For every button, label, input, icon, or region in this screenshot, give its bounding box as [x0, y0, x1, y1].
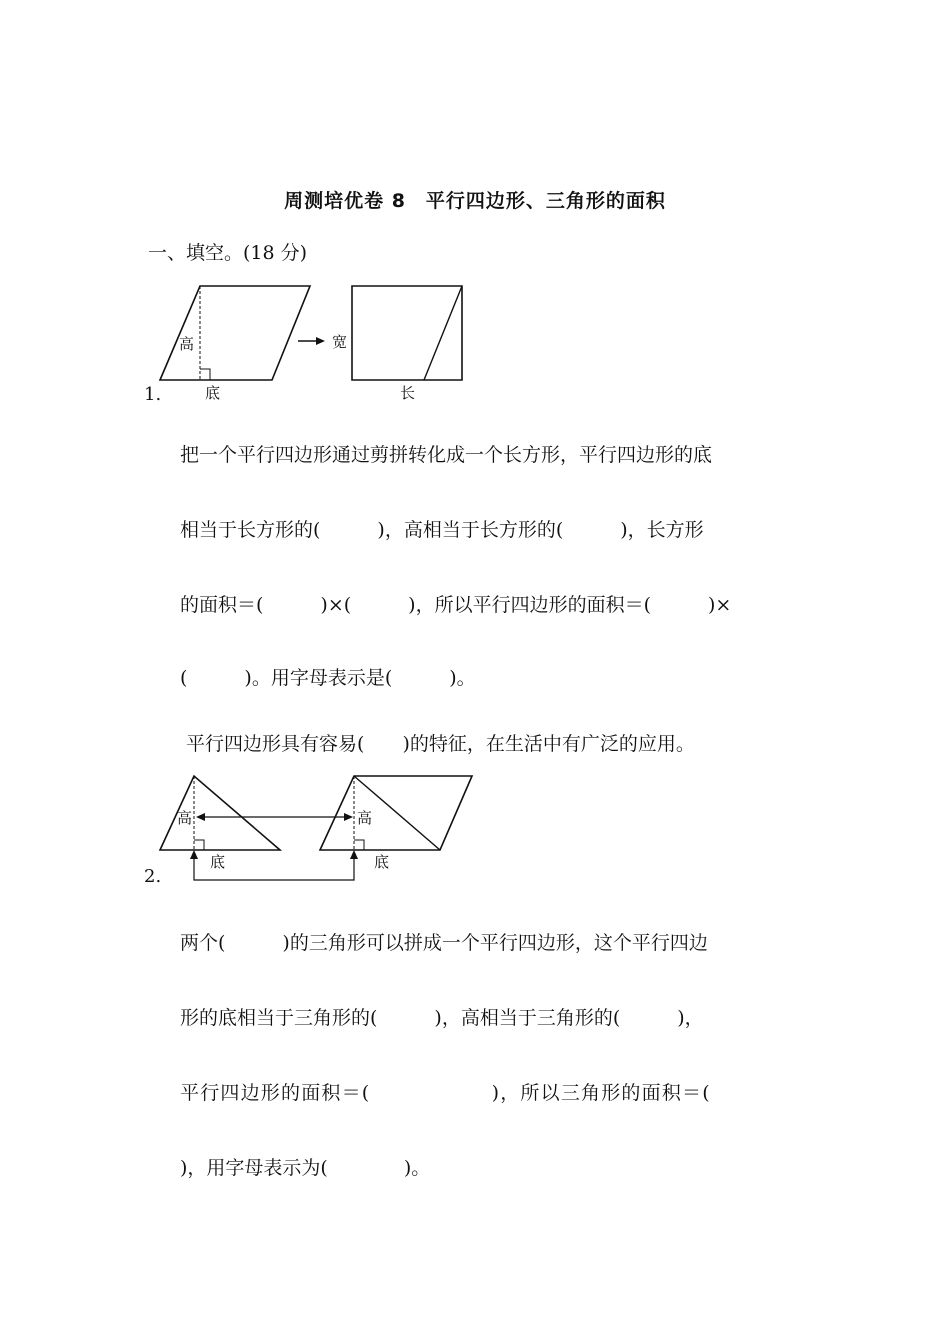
section-heading: 一、填空。(18 分) — [148, 242, 308, 264]
q2-figure — [150, 768, 480, 888]
q1-line-1: 把一个平行四边形通过剪拼转化成一个长方形，平行四边形的底 — [180, 444, 713, 466]
q1-line-5: 平行四边形具有容易( )的特征，在生活中有广泛的应用。 — [180, 733, 695, 755]
connector-arrow-right-icon — [350, 850, 358, 859]
label-height-right: 高 — [357, 809, 373, 827]
q1-line-3: 的面积＝( )×( )，所以平行四边形的面积＝( )× — [180, 594, 732, 616]
q2-line-3: 平行四边形的面积＝( )，所以三角形的面积＝( — [180, 1082, 711, 1104]
q2-line-1: 两个( )的三角形可以拼成一个平行四边形，这个平行四边 — [180, 932, 708, 954]
page-title: 周测培优卷 8 平行四边形、三角形的面积 — [284, 190, 666, 212]
arrow-left-icon — [196, 813, 205, 821]
triangle-right-angle-mark — [194, 840, 204, 850]
label-base-left: 底 — [210, 853, 226, 871]
q1-line-4: ( )。用字母表示是( )。 — [180, 667, 476, 689]
arrow-head-icon — [316, 337, 325, 345]
q2-line-2: 形的底相当于三角形的( )，高相当于三角形的( )， — [180, 1007, 704, 1029]
arrow-right-icon — [344, 813, 353, 821]
label-base-right: 底 — [374, 853, 390, 871]
q1-line-2: 相当于长方形的( )，高相当于长方形的( )，长方形 — [180, 519, 704, 541]
cut-line — [424, 286, 462, 380]
parallelogram-right-angle-mark — [354, 840, 364, 850]
question-2-number: 2. — [144, 866, 162, 887]
label-base: 底 — [205, 384, 221, 402]
q2-line-4: )，用字母表示为( )。 — [180, 1157, 431, 1179]
right-angle-mark — [200, 369, 210, 380]
parallelogram-shape — [160, 286, 310, 380]
q1-figure — [150, 280, 480, 405]
label-height: 高 — [179, 335, 195, 353]
label-height-left: 高 — [177, 809, 193, 827]
question-1-number: 1. — [144, 384, 162, 405]
connector-arrow-left-icon — [190, 850, 198, 859]
label-width: 宽 — [332, 333, 348, 351]
label-length: 长 — [400, 384, 416, 402]
rectangle-shape — [352, 286, 462, 380]
